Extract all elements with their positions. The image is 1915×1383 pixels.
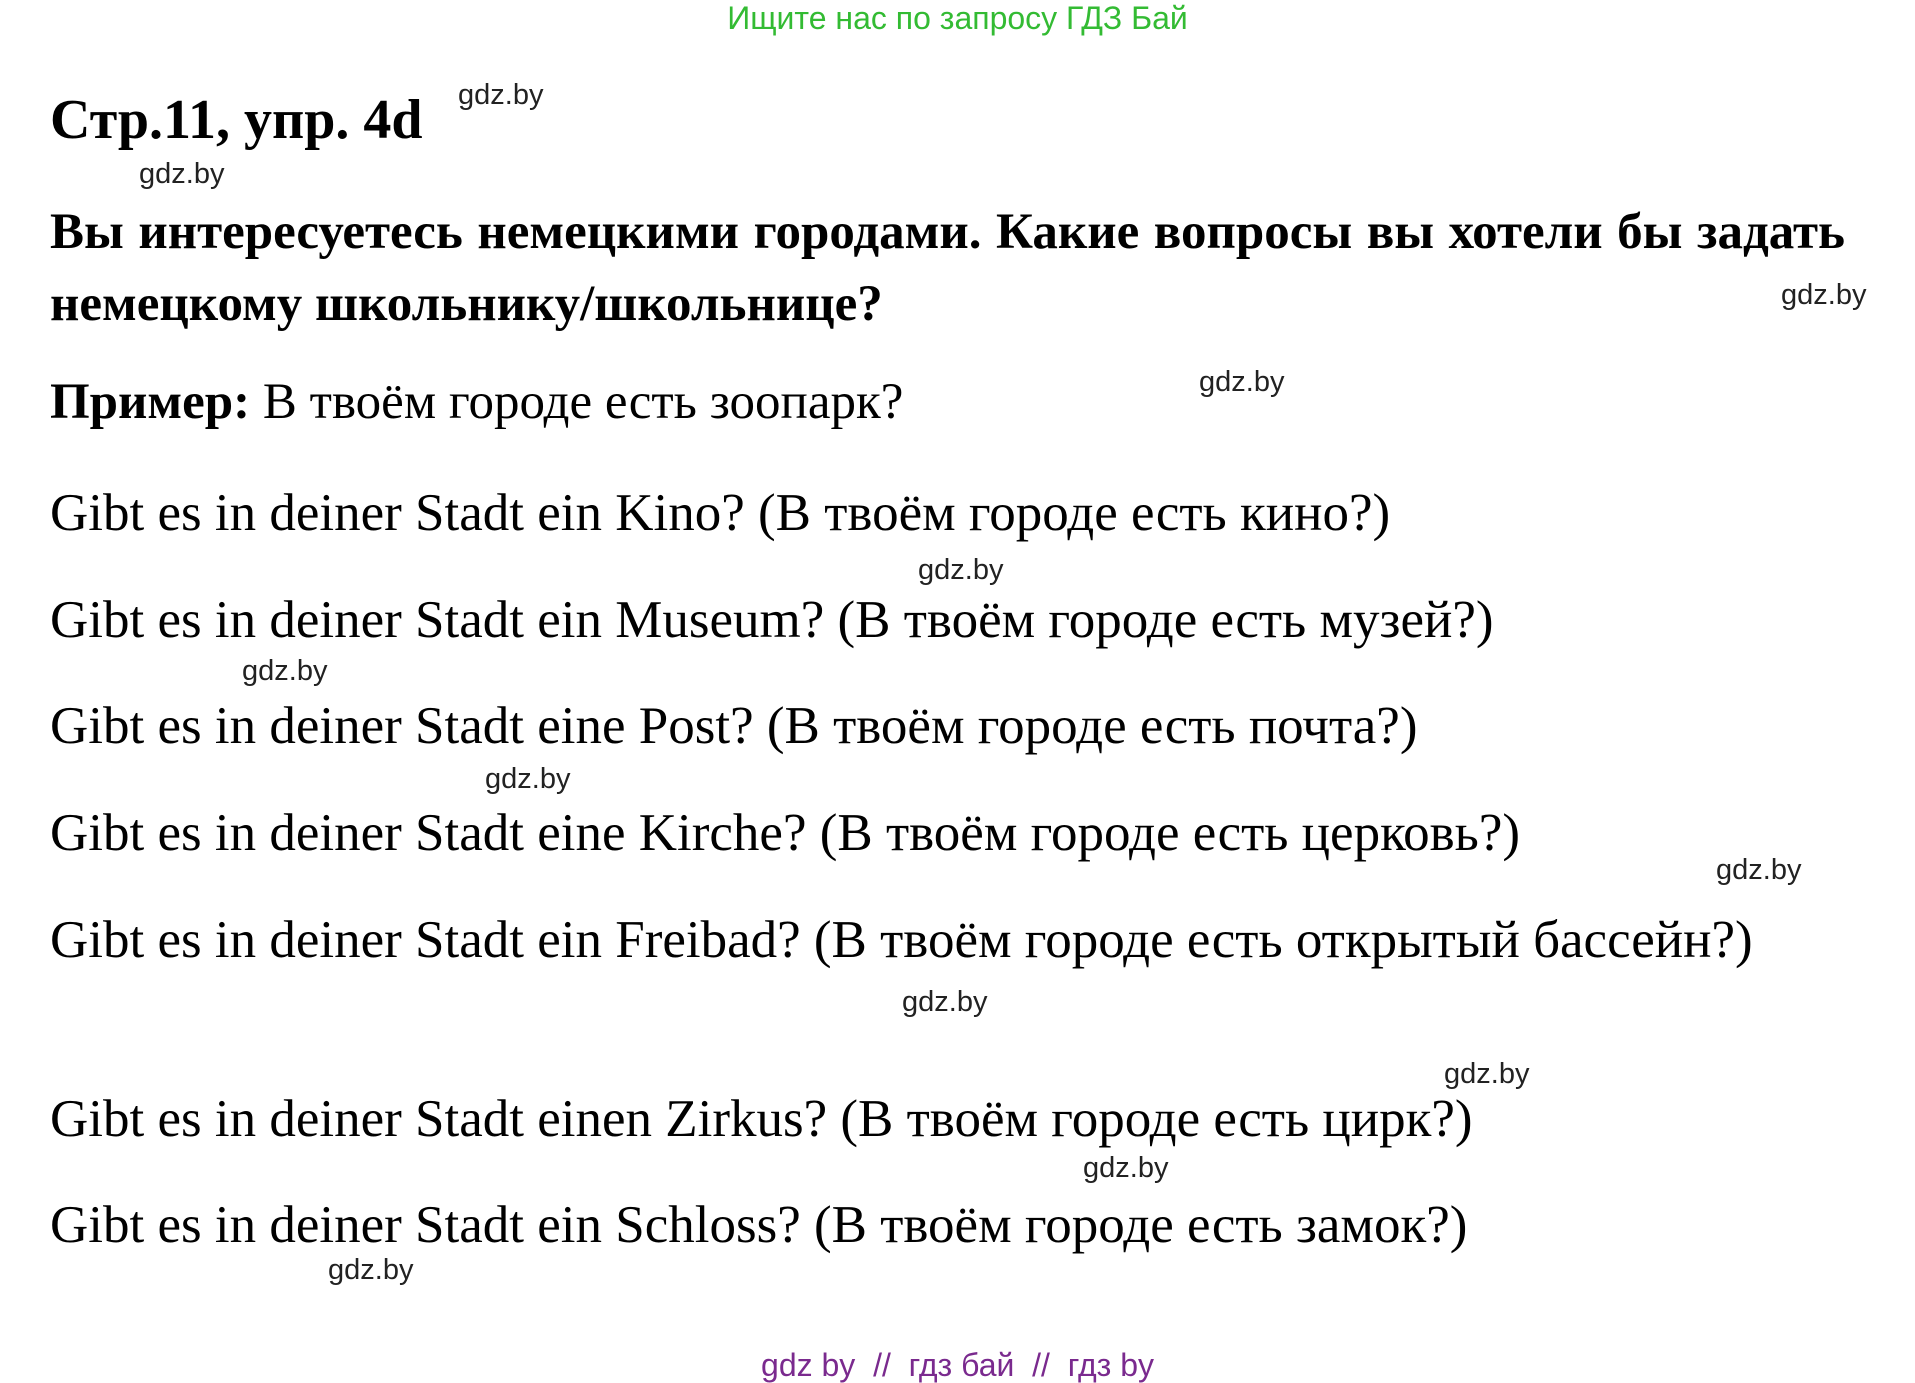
watermark: gdz.by — [458, 79, 544, 111]
answer-line-kirche: Gibt es in deiner Stadt eine Kirche? (В твоём городе есть церковь?) — [50, 804, 1520, 862]
watermark: gdz.by — [918, 554, 1004, 586]
watermark: gdz.by — [242, 655, 328, 687]
answer-line-schloss: Gibt es in deiner Stadt ein Schloss? (В твоём городе есть замок?) — [50, 1196, 1468, 1254]
top-banner: Ищите нас по запросу ГДЗ Бай — [727, 0, 1188, 36]
answer-line-kino: Gibt es in deiner Stadt ein Kino? (В твоём городе есть кино?) — [50, 484, 1391, 542]
answer-line-freibad: Gibt es in deiner Stadt ein Freibad? (В твоём городе есть открытый бассейн?) — [50, 911, 1753, 969]
watermark: gdz.by — [1199, 366, 1285, 398]
example-line — [50, 370, 903, 434]
watermark: gdz.by — [328, 1254, 414, 1286]
footer-links: gdz by // гдз бай // гдз by — [761, 1347, 1154, 1383]
watermark: gdz.by — [902, 986, 988, 1018]
watermark: gdz.by — [1781, 279, 1867, 311]
exercise-task: Вы интересуетесь немецкими городами. Какие вопросы вы хотели бы задать немецкому школьнику/школьнице? — [50, 204, 1845, 332]
watermark: gdz.by — [139, 158, 225, 190]
exercise-title: Стр.11, упр. 4d — [50, 89, 423, 151]
example-label: Пример: — [50, 374, 251, 430]
answer-line-zirkus: Gibt es in deiner Stadt einen Zirkus? (В твоём городе есть цирк?) — [50, 1090, 1473, 1148]
watermark: gdz.by — [1083, 1152, 1169, 1184]
watermark: gdz.by — [1716, 854, 1802, 886]
answer-line-post: Gibt es in deiner Stadt eine Post? (В твоём городе есть почта?) — [50, 697, 1418, 755]
example-text: В твоём городе есть зоопарк? — [262, 374, 904, 430]
watermark: gdz.by — [485, 763, 571, 795]
answer-line-museum: Gibt es in deiner Stadt ein Museum? (В твоём городе есть музей?) — [50, 591, 1494, 649]
watermark: gdz.by — [1444, 1058, 1530, 1090]
